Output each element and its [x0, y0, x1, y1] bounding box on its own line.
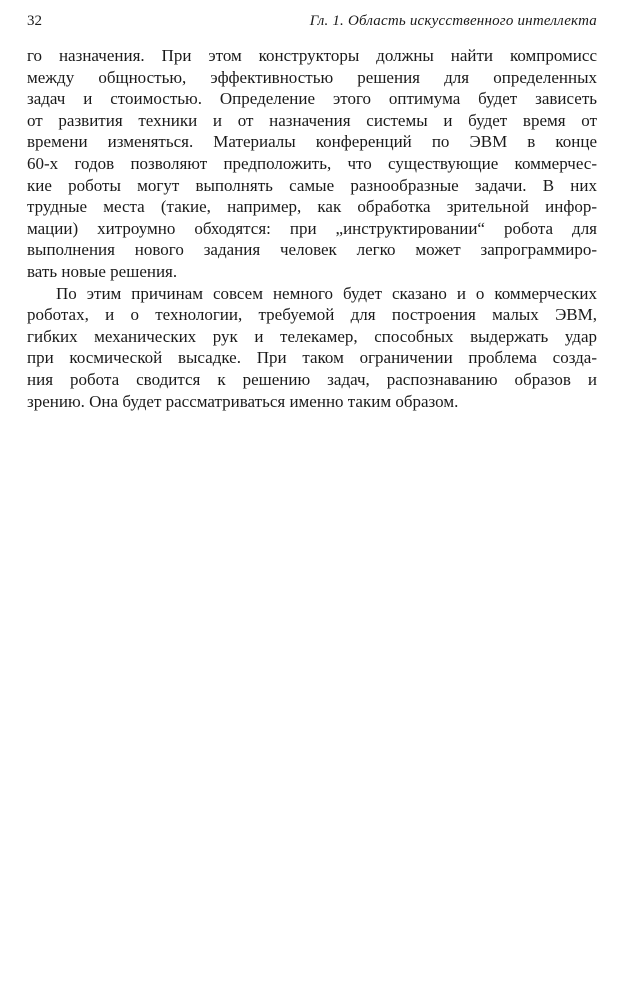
text-line: времени изменяться. Материалы конференций по ЭВМ в конце	[27, 132, 597, 152]
text-line: от развития техники и от назначения системы и будет время от	[27, 110, 597, 130]
running-head	[27, 10, 597, 32]
paragraph-1	[27, 45, 597, 283]
text-line: задач и стоимостью. Определение этого оптимума будет зависеть	[27, 89, 597, 109]
text-line: при космической высадке. При таком ограничении проблема созда-	[27, 348, 597, 368]
text-line: роботах, и о технологии, требуемой для построения малых ЭВМ,	[27, 305, 597, 325]
text-line: выполнения нового задания человек легко может запрограммиро-	[27, 240, 597, 260]
text-line: трудные места (такие, например, как обработка зрительной инфор-	[27, 197, 597, 217]
chapter-title: Гл. 1. Область искусственного интеллекта	[309, 13, 597, 29]
page-number: 32	[27, 13, 42, 29]
text-line: гибких механических рук и телекамер, способных выдержать удар	[27, 326, 597, 346]
text-line: По этим причинам совсем немного будет сказано и о коммерческих	[56, 283, 597, 303]
text-line: го назначения. При этом конструкторы должны найти компромисс	[27, 46, 597, 65]
text-line: ния робота сводится к решению задач, распознаванию образов и	[27, 369, 597, 389]
text-line: мации) хитроумно обходятся: при „инструктировании“ робота для	[27, 218, 597, 238]
text-line: кие роботы могут выполнять самые разнообразные задачи. В них	[27, 175, 597, 195]
text-line: между общностью, эффективностью решения для определенных	[27, 67, 597, 87]
text-line: 60-х годов позволяют предположить, что существующие коммерчес-	[27, 153, 597, 173]
text-line: зрению. Она будет рассматриваться именно таким образом.	[27, 391, 459, 411]
paragraph-2	[27, 283, 597, 413]
body-text	[27, 45, 597, 412]
text-line: вать новые решения.	[27, 261, 178, 281]
